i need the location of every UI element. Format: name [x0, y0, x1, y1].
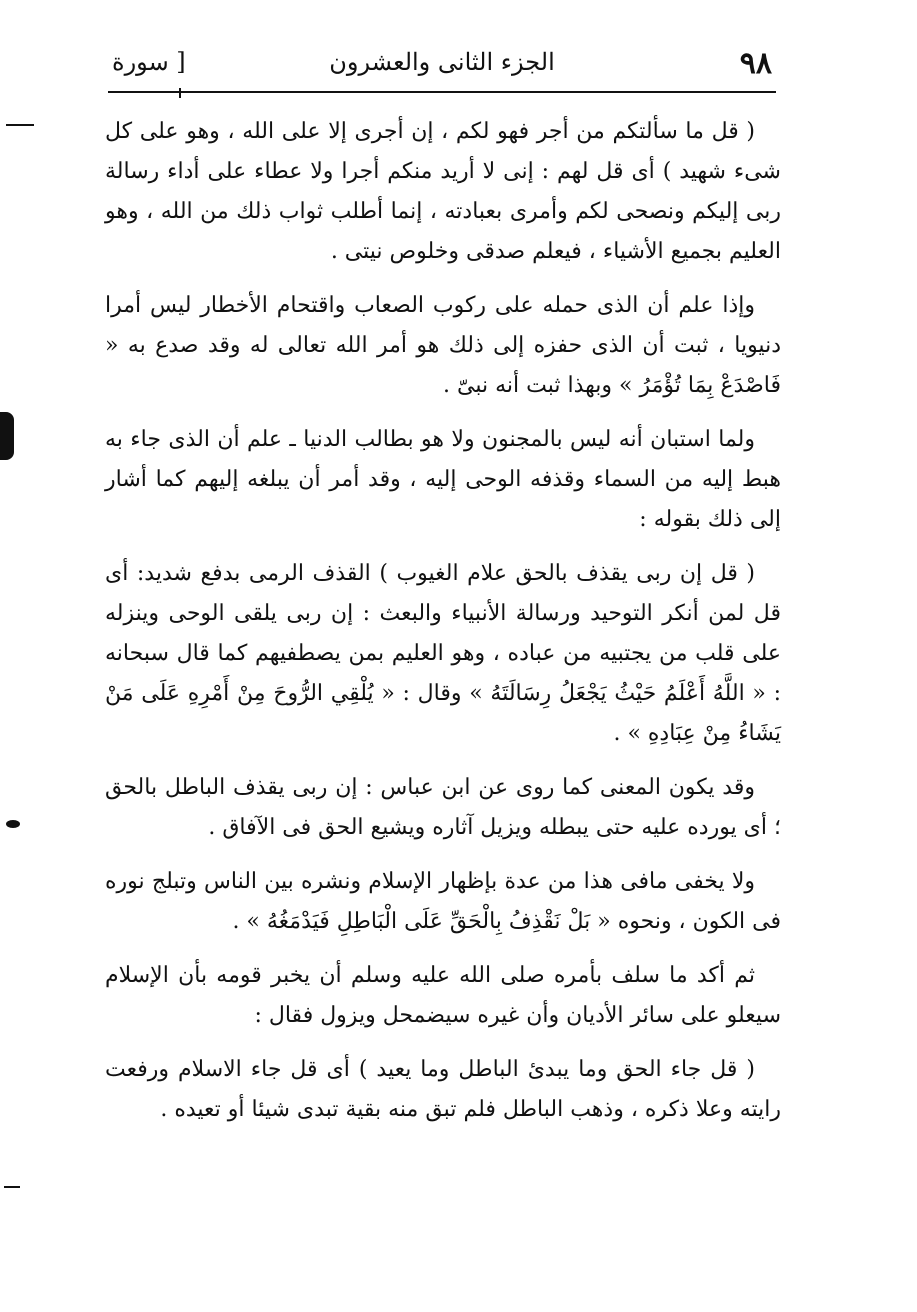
paragraph-3: ولما استبان أنه ليس بالمجنون ولا هو بطالب الدنيا ـ علم أن الذى جاء به هبط إليه من السماء وقذفه الوحى إليه ، وقد أمر أن يبلغه إليهم كما أشار إلى ذلك بقوله :: [105, 427, 781, 532]
scan-mark-bottom: [4, 1186, 20, 1188]
header-rule: [108, 91, 776, 93]
paragraph-4: ( قل إن ربى يقذف بالحق علام الغيوب ) القذف الرمى بدفع شديد: أى قل لمن أنكر التوحيد ورسالة الأنبياء والبعث : إن ربى يلقى الوحى وينزله على قلب من يجتبيه من عباده ، وهو العليم بمن يصطفيهم كما قال سبحانه : « اللَّهُ أَعْلَمُ حَيْثُ يَجْعَلُ رِسَالَتَهُ » وقال : « يُلْقِي الرُّوحَ مِنْ أَمْرِهِ عَلَى مَنْ يَشَاءُ مِنْ عِبَادِهِ » .: [105, 561, 781, 746]
page-header: [112, 40, 772, 90]
page-number: ٩٨: [739, 46, 772, 81]
page-body: [105, 112, 781, 1144]
paragraph-7: ثم أكد ما سلف بأمره صلى الله عليه وسلم أن يخبر قومه بأن الإسلام سيعلو على سائر الأديان وأن غيره سيضمحل ويزول فقال :: [105, 963, 781, 1028]
paragraph-1: ( قل ما سألتكم من أجر فهو لكم ، إن أجرى إلا على الله ، وهو على كل شىء شهيد ) أى قل لهم : إنى لا أريد منكم أجرا ولا عطاء على أداء رسالة ربى إليكم ونصحى لكم وأمرى بعبادته ، إنما أطلب ثواب ذلك من الله ، وهو العليم بجميع الأشياء ، فيعلم صدقى وخلوص نيتى .: [105, 119, 781, 264]
running-title: الجزء الثانى والعشرون: [329, 48, 555, 76]
paragraph-8: ( قل جاء الحق وما يبدئ الباطل وما يعيد ) أى قل جاء الاسلام ورفعت رايته وعلا ذكره ، وذهب الباطل فلم تبق منه بقية تبدى شيئا أو تعيده .: [105, 1057, 781, 1122]
scan-blot: [0, 412, 14, 460]
surah-label: [ سورة: [112, 48, 186, 76]
paragraph-5: وقد يكون المعنى كما روى عن ابن عباس : إن ربى يقذف الباطل بالحق ؛ أى يورده عليه حتى يبطله ويزيل آثاره ويشيع الحق فى الآفاق .: [105, 775, 781, 840]
scan-speck: [6, 820, 20, 828]
scan-mark-top: [6, 124, 34, 126]
paragraph-6: ولا يخفى مافى هذا من عدة بإظهار الإسلام ونشره بين الناس وتبلج نوره فى الكون ، ونحوه « بَلْ نَقْذِفُ بِالْحَقِّ عَلَى الْبَاطِلِ فَيَدْمَغُهُ » .: [105, 869, 781, 934]
header-rule-tick: [179, 88, 181, 98]
paragraph-2: وإذا علم أن الذى حمله على ركوب الصعاب واقتحام الأخطار ليس أمرا دنيويا ، ثبت أن الذى حفزه إلى ذلك هو أمر الله تعالى له وقد صدع به « فَاصْدَعْ بِمَا تُؤْمَرُ » وبهذا ثبت أنه نبىّ .: [105, 293, 781, 398]
